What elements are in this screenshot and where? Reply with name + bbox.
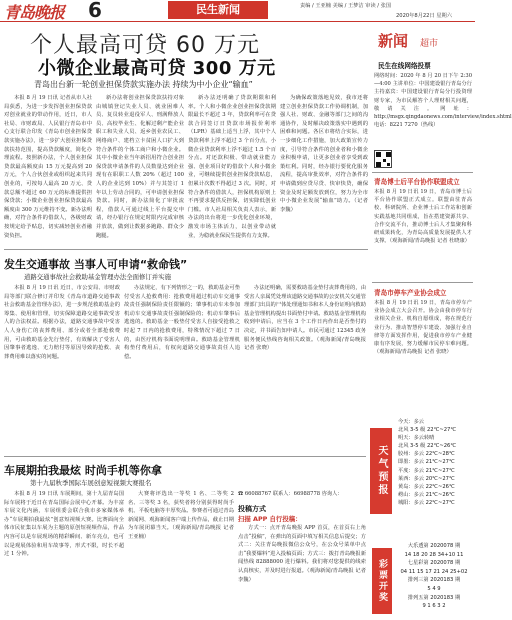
story2-column-2: 办法规定，有下列情形之一的，救助基金可垫付受害人抢救费用：抢救费用超过机动车交通事故责任强制保险责任限额的；肇事机动车未参加机动车交通事故责任强制保险的；机动车肇事后逃逸的。救助基金一般垫付受害人自接受抢救之时起 7 日内的抢救费用，特殊情况下超过 7 日的，由医疗机构书面说明理由。救助基金管理机构垫付费用后，有权向道路交通事故责任人追偿。 — [124, 285, 240, 360]
story3-headline: 车展期拍我最炫 时尚手机等你拿 — [4, 464, 162, 477]
lead-column-3: 新办法还明确了贷款期限和利率。个人和小微企业创业担保贷款期限最长不超过 3 年，贷款利率可在贷款合同签订日贷款市场报价利率（LPR）基础上适当上浮，其中个人贷款利率上浮不超过 3 个百分点，小微企业贷款利率上浮不超过 1.5 个百分点。对还款积极、带动就业能力强、创业项目好的借款个人和小微企业，可继续提供创业担保贷款贴息，但累计次数不得超过 3 次。同时，对符合条件的借款人，担保机构原则上不再要求提供反担保，切实降低创业门槛。市人社局相关负责人表示，新办法的出台将进一步优化创业环境，激发市场主体活力，以创业带动就业，为稳就业保民生提供有力支撑。 — [188, 95, 276, 239]
lottery-line: 9 1 6 3 2 — [422, 603, 446, 610]
lottery-line: 5 4 9 — [427, 585, 441, 592]
section-divider — [4, 249, 368, 250]
news-banner-small: 超市 — [420, 39, 439, 49]
lottery-line: 七星彩第 2020078 期 — [407, 560, 461, 567]
lottery-line: 14 18 20 28 34+10 11 — [404, 551, 464, 558]
weather-line: 黄岛：多云 22℃~26℃ — [398, 483, 455, 490]
section-banner: 民生新闻 — [168, 1, 268, 19]
story2-column-3: 办法还明确，需要救助基金垫付丧葬费用的，由受害人亲属凭处理该道路交通事故的公安机关交通管理部门出具的尸体处理通知书和本人身份证明向救助基金管理机构提出书面垫付申请。救助基金管理机构收到申请后，应当在 3 个工作日内作出是否垫付的决定，并书面告知申请人。市民可通过 12345 政务服务便民热线咨询相关政策。（观海新闻/青岛晚报 记者 张晓） — [244, 285, 366, 352]
section-divider — [4, 456, 366, 457]
story3-column-1: 本报 8 月 19 日讯 车展期间，第十九届青岛国际车展将于近日在青岛国际会展中心开幕。为丰富车展文化内涵，车展组委会联合我市多家媒体举办“车展期拍我最炫”创意短视频大赛。比赛面向全体市民征集以车展为主题的原创短视频作品，作品内容可以是车展现场的精彩瞬间、新车亮点，也可以是观展体验和用车故事等，形式不限，时长不超过 1 分钟。 — [4, 491, 124, 558]
lottery-line: 大乐透第 2020078 期 — [407, 543, 461, 549]
editor-line: 责编 / 王亚楠 美编 / 王梦洁 审读 / 张国 — [300, 3, 392, 9]
sidebar-item-2-title: 青岛博士后平台协作联盟成立 — [374, 178, 460, 186]
story3-column-2: 大赛将评选出一等奖 1 名、二等奖 2 名、三等奖 3 名，获奖者将分别获得时尚手机、平板电脑等丰厚奖品。参赛者可通过青岛新闻网、观海新闻客户端上传作品，截止日期为车展闭幕当天。（观海新闻/青岛晚报 记者 王亚楠） — [128, 491, 234, 540]
sidebar-item-3-title: 青岛市停车产业协会成立 — [374, 289, 447, 297]
weather-line: 崂山：多云 21℃~26℃ — [398, 491, 455, 498]
lead-column-2: 新办法将创业担保贷款扶持对象由城镇登记失业人员、就业困难人员、复员转业退役军人、刑满释放人员、高校毕业生、化解过剩产能企业职工和失业人员、返乡创业农民工、网络商户、建档立卡贫困人口扩大到符合条件的个体工商户和小微企业。其中小微企业当年新招用符合创业担保贷款申请条件的人员数量达到企业现有在职职工人数 20%（超过 100 人的企业达到 10%）并与其签订 1 年以上劳动合同的，可申请创业担保贷款。同时，新办法简化了审批流程，借款人可通过线上平台提交申请，经办银行在规定时限内完成审核并放款，做到让数据多跑路、群众少跑腿。 — [96, 95, 184, 239]
sidebar-item-1-text: 网络时间：2020 年 8 月 20 日下午 2:30—4:00 主讲单位：中国建设银行青岛分行 主持嘉宾：中国建设银行青岛分行投资理财专家，为市民解答个人理财相关问题，敬请关注。网址：http://msgx.qingdaonews.com/interview/index.shtml 电话：8221 7270（热线） — [374, 73, 512, 129]
story2-subheadline: 道路交通事故社会救助基金管理办法全面修订并实施 — [24, 273, 171, 281]
newspaper-logo: 青岛晚报 — [4, 3, 65, 22]
qr-code-icon — [374, 150, 392, 168]
submission-title: 投稿方式 — [238, 505, 266, 513]
story2-headline: 发生交通事故 当事人可申请“救命钱” — [4, 258, 188, 271]
issue-date: 2020年8月22日 星期六 — [396, 13, 452, 19]
lottery-line: 排列三第 2020183 期 — [407, 577, 461, 584]
weather-line: 胶州：多云 22℃~28℃ — [398, 451, 455, 458]
sidebar-item-2-text: 本报 8 月 19 日讯 19 日，青岛市博士后平台协作联盟正式成立。联盟由驻青高校、科研院所、企业博士后工作站和创新实践基地共同组成，旨在搭建资源共享、合作交流平台，推动博士后人才集聚和科研成果转化，为青岛高质量发展提供人才支撑。（观海新闻/青岛晚报 记者 杜晓康） — [374, 189, 472, 245]
story3-subheadline: 第十九届秋季国际车展创意短视频大赛报名 — [30, 479, 152, 487]
weather-line: 今天：多云 — [398, 419, 424, 425]
lead-headline-1: 个人最高可贷 60 万元 — [30, 33, 260, 58]
story2-column-1: 本报 8 月 19 日讯 近日，市公安局、市财政局等部门联合修订并印发《青岛市道路交通事故社会救助基金管理办法》，进一步规范救助基金的筹集、使用和管理，切实保障道路交通事故受害人的合法权益。根据办法，道路交通事故中受害人人身伤亡的丧葬费用、部分或者全部抢救费用，可由救助基金先行垫付，有效解决了受害人因肇事者逃逸、无力赔付等原因导致的抢救、丧葬费用难以落实的问题。 — [4, 285, 120, 360]
news-banner-big: 新闻 — [378, 32, 409, 50]
lead-column-1: 本报 8 月 19 日讯 记者从市人社局获悉，为进一步发挥创业担保贷款对创业就业的带动作用，近日，市人社局、市财政局、人民银行青岛市中心支行联合印发《青岛市创业担保贷款实施办法》，进一步扩大创业担保贷款扶持范围，提高贷款额度，简化办理流程。按照新办法，个人创业担保贷款最高额度由 15 万元提高到 20 万元，个人合伙创业或组织起来共同创业的，可按每人最高 20 万元、贷款总额不超过 60 万元的标准提供担保贷款；小微企业创业担保贷款最高额度由 300 万元维持不变。新办法明确，对符合条件的借款人，各级财政按规定给予贴息，切实减轻创业者融资负担。 — [4, 95, 92, 239]
weather-line: 城阳：多云 22℃~27℃ — [398, 499, 455, 506]
weather-line: 即墨：多云 21℃~27℃ — [398, 459, 455, 466]
weather-line: 明天：多云转晴 — [398, 435, 435, 442]
weather-tag: 天气预报 — [370, 428, 392, 514]
sidebar-divider — [372, 172, 473, 173]
weather-line: 平度：多云 21℃~27℃ — [398, 467, 455, 474]
sidebar-item-1-title: 民生在线网络投票 — [378, 62, 431, 70]
weather-panel — [370, 418, 475, 542]
weather-line: 北风 3-5 级 22℃~26℃ — [398, 443, 457, 450]
weather-lines — [398, 418, 476, 507]
lottery-line: 排列五第 2020183 期 — [407, 594, 461, 601]
lottery-line: 04 11 15 17 21 24 25+02 — [400, 568, 468, 575]
submission-text: 方式一：点开青岛晚报 APP 首页，在首页右上角点击“投稿”，在弹出的页面中填写相关信息后提交；方式二：关注青岛晚报微信公众号，在公众号菜单中点击“我要爆料”进入投稿页面；方式三：拨打青岛晚报新闻热线 82888000 进行爆料。我们将对您提供的线索认真核实，并及时进行报道。（观海新闻/青岛晚报 记者 李魏） — [238, 525, 366, 583]
lead-column-4: 为确保政策落地见效，我市还将建立创业担保贷款工作协调机制，加强人社、财政、金融等部门之间的沟通协作，及时解决政策落实中遇到的困难和问题。各区市将结合实际，进一步细化工作措施，加大政策宣传力度，引导符合条件的创业者和小微企业积极申请，让更多创业者享受到政策红利。同时，经办银行要优化服务流程，提高审批效率，对符合条件的申请做到应贷尽贷、快审快贷，确保资金及时足额发放到位，努力为全市中小微企业发展“输血”助力。（记者 李魏） — [280, 95, 368, 213]
hotline-line: ☎ 66088767 联系人：66988778 咨询人： — [238, 491, 343, 497]
lead-subheadline: 青岛出台新一轮创业担保贷款实施办法 持续为中小企业“输血” — [34, 80, 253, 89]
sidebar-divider — [372, 282, 473, 283]
weather-line: 北风 3-5 级 22℃~27℃ — [398, 427, 457, 434]
lottery-results — [394, 542, 474, 611]
news-supermarket-banner — [376, 30, 472, 54]
submission-subtitle: 扫描 APP 自行投稿： — [238, 515, 302, 523]
lottery-tag: 彩票开奖 — [372, 548, 392, 614]
page-number: 6 — [88, 0, 102, 22]
weather-line: 莱西：多云 20℃~27℃ — [398, 475, 455, 482]
lead-headline-2: 小微企业最高可贷 300 万元 — [38, 58, 276, 79]
sidebar-item-3-text: 本报 8 月 19 日讯 19 日，青岛市停车产业协会成立大会召开。协会由我市停车行业相关企业、机构自愿组成，将在规范行业行为、推动智慧停车建设、加强行业自律等方面发挥作用，促进我市停车产业健康有序发展，努力缓解市民停车难问题。（观海新闻/青岛晚报 记者 张晓） — [374, 300, 472, 356]
